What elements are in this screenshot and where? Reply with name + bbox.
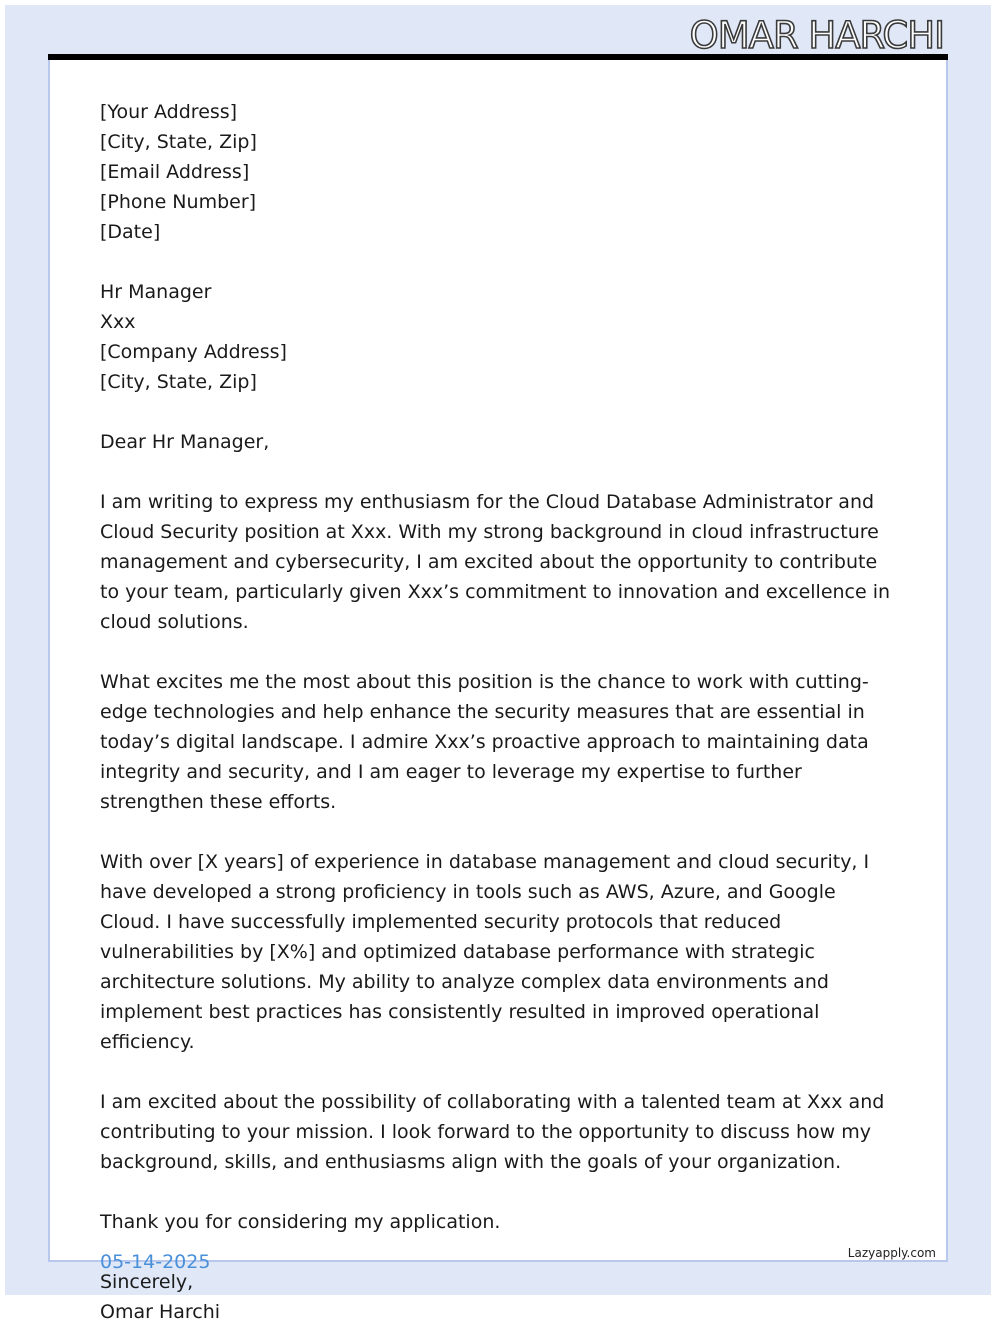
recipient-city-state-zip: [City, State, Zip] — [100, 371, 257, 393]
body-paragraph-4: I am excited about the possibility of collaborating with a talented team at Xxx and contributing to your mission. I look forward to the opportunity to discuss how my background, skills, and enthusiasms align with the goals of your organization. — [100, 1091, 885, 1173]
letter-body — [100, 97, 900, 1327]
body-paragraph-2: What excites me the most about this position is the chance to work with cutting-edge technologies and help enhance the security measures that are essential in today’s digital landscape. I admire Xxx’s proactive approach to maintaining data integrity and security, and I am eager to leverage my expertise to further strengthen these efforts. — [100, 671, 869, 813]
spacer — [100, 247, 900, 277]
recipient-company-address: [Company Address] — [100, 341, 287, 363]
sign-off: Sincerely, — [100, 1271, 194, 1293]
recipient-company: Xxx — [100, 311, 136, 333]
spacer — [100, 1057, 900, 1087]
footer-date: 05-14-2025 — [100, 1251, 211, 1273]
sender-address: [Your Address] — [100, 101, 238, 123]
body-paragraph-1: I am writing to express my enthusiasm for the Cloud Database Administrator and Cloud Security position at Xxx. With my strong background in cloud infrastructure management and cybersecurity, I am excited about the opportunity to contribute to your team, particularly given Xxx’s commitment to innovation and excellence in cloud solutions. — [100, 491, 891, 633]
body-paragraph-5: Thank you for considering my application. — [100, 1211, 501, 1233]
sender-city-state-zip: [City, State, Zip] — [100, 131, 257, 153]
spacer — [100, 817, 900, 847]
sender-email: [Email Address] — [100, 161, 250, 183]
spacer — [100, 397, 900, 427]
sender-date: [Date] — [100, 221, 161, 243]
spacer — [100, 1237, 900, 1267]
signature-name: Omar Harchi — [100, 1301, 221, 1323]
salutation: Dear Hr Manager, — [100, 431, 270, 453]
recipient-title: Hr Manager — [100, 281, 212, 303]
body-paragraph-3: With over [X years] of experience in database management and cloud security, I have developed a strong proficiency in tools such as AWS, Azure, and Google Cloud. I have successfully implemented security protocols that reduced vulnerabilities by [X%] and optimized database performance with strategic architecture solutions. My ability to analyze complex data environments and implement best practices has consistently resulted in improved operational efficiency. — [100, 851, 870, 1053]
header-name: OMAR HARCHI — [689, 14, 944, 57]
watermark: Lazyapply.com — [847, 1246, 936, 1260]
spacer — [100, 457, 900, 487]
spacer — [100, 637, 900, 667]
sender-phone: [Phone Number] — [100, 191, 257, 213]
spacer — [100, 1177, 900, 1207]
